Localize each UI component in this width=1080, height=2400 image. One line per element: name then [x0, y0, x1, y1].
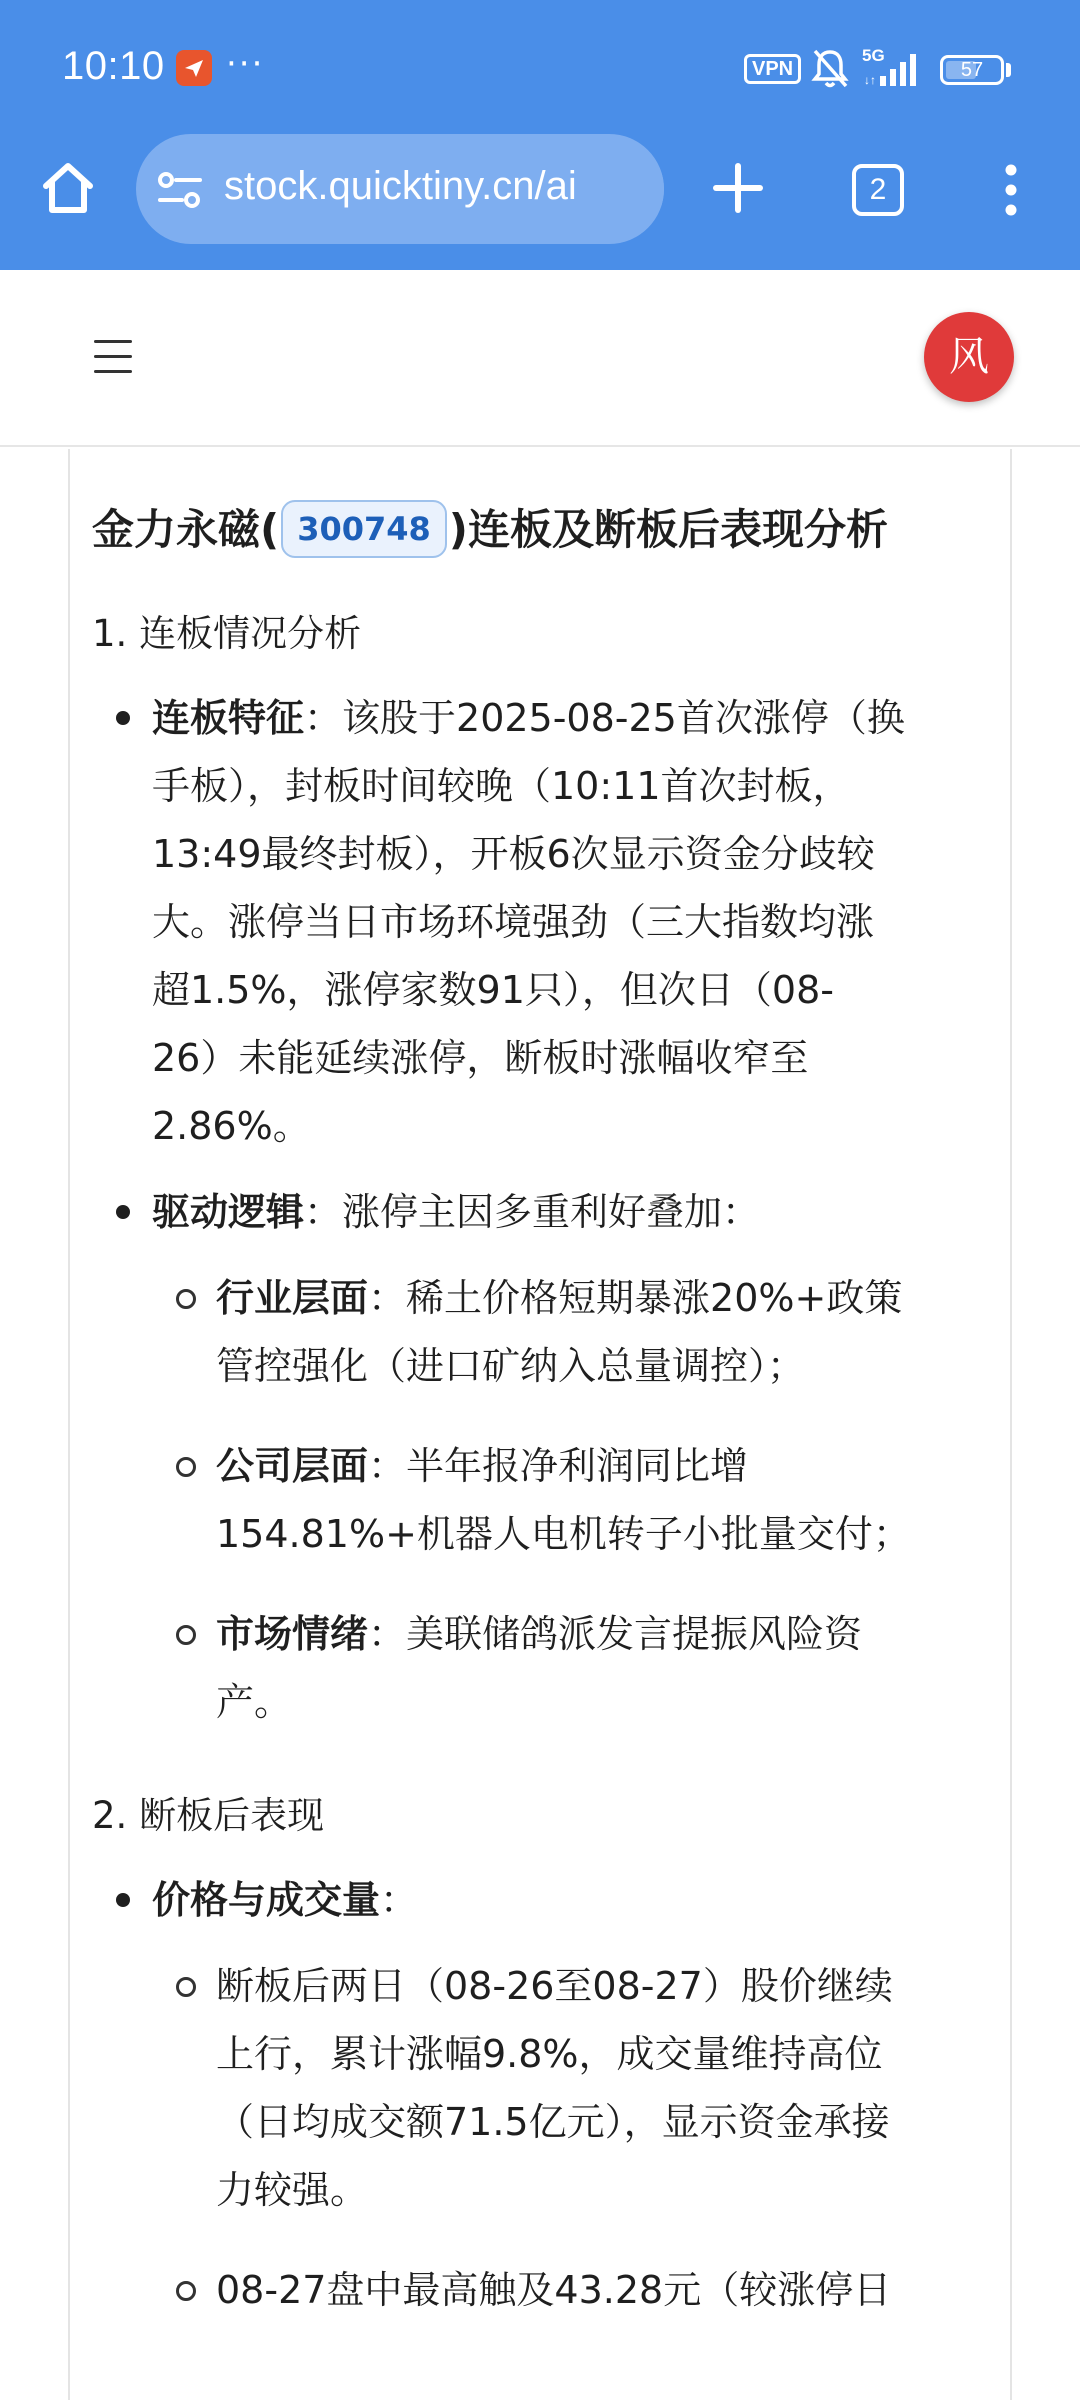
address-bar[interactable]: [136, 134, 664, 244]
signal-icon: [860, 48, 926, 88]
hamburger-menu-icon[interactable]: [94, 340, 132, 374]
item-text-line: 力较强。: [216, 2168, 369, 2212]
stock-code-chip[interactable]: 300748: [281, 500, 447, 558]
item-text-line: ：半年报净利润同比增: [368, 1444, 749, 1488]
browser-toolbar: [0, 130, 1080, 260]
url-fade: [604, 134, 664, 244]
section2-list: [92, 1866, 992, 2324]
item-text-line: ：美联储鸽派发言提振风险资: [368, 1612, 863, 1656]
section1-list: [92, 684, 992, 1736]
item-label: 公司层面: [216, 1444, 369, 1488]
item-text-line: 管控强化（进口矿纳入总量调控）；: [216, 1344, 806, 1388]
title-prefix: 金力永磁(: [92, 505, 280, 554]
item-text-line: 超1.5%，涨停家数91只），但次日（08-: [152, 968, 834, 1012]
item-label: 行业层面: [216, 1276, 369, 1320]
driver-sublist: [152, 1264, 992, 1736]
list-item-price-volume: [92, 1866, 992, 2324]
more-notifications-icon: ···: [226, 44, 265, 84]
list-item-driver: [92, 1178, 992, 1736]
item-text-line: 产。: [216, 1680, 293, 1724]
bell-muted-icon: [810, 46, 850, 90]
sublist-item-company: [152, 1432, 992, 1568]
item-text-line: ：稀土价格短期暴涨20%+政策: [368, 1276, 903, 1320]
price-volume-sublist: [152, 1952, 992, 2324]
list-item-feature: [92, 684, 992, 1160]
sublist-item-industry: [152, 1264, 992, 1400]
svg-text:↓↑: ↓↑: [864, 73, 876, 87]
site-header: [0, 270, 1080, 447]
section-heading-1: 1. 连板情况分析: [92, 612, 362, 655]
sublist-item-sentiment: [152, 1600, 992, 1736]
item-text-line: ：该股于2025-08-25首次涨停（换: [304, 696, 905, 740]
item-label: 连板特征: [152, 696, 305, 740]
home-icon[interactable]: [36, 156, 100, 220]
battery-tip: [1006, 63, 1011, 77]
item-text-line: 13:49最终封板），开板6次显示资金分歧较: [152, 832, 875, 876]
section-heading-2: 2. 断板后表现: [92, 1794, 325, 1837]
title-suffix: )连板及断板后表现分析: [448, 505, 888, 554]
item-text-line: 大。涨停当日市场环境强劲（三大指数均涨: [152, 900, 875, 944]
item-text-line: 08-27盘中最高触及43.28元（较涨停日: [216, 2268, 892, 2312]
status-bar: [0, 0, 1080, 130]
item-text-line: 26）未能延续涨停，断板时涨幅收窄至: [152, 1036, 809, 1080]
article-content: [92, 490, 992, 2356]
sublist-item-trend: [152, 1952, 992, 2224]
item-text-line: 154.81%+机器人电机转子小批量交付；: [216, 1512, 911, 1556]
item-label: 价格与成交量: [152, 1878, 381, 1922]
app-notification-icon: [176, 50, 212, 86]
vpn-icon: VPN: [744, 54, 801, 84]
item-text-line: （日均成交额71.5亿元），显示资金承接: [216, 2100, 890, 2144]
network-type-label: 5G: [862, 46, 885, 65]
site-settings-icon[interactable]: [156, 170, 204, 210]
item-text-line: 2.86%。: [152, 1104, 311, 1148]
item-text-line: 断板后两日（08-26至08-27）股价继续: [216, 1964, 893, 2008]
battery-level: 57: [960, 59, 984, 81]
more-menu-icon[interactable]: [996, 160, 1026, 220]
user-avatar[interactable]: 风: [924, 312, 1014, 402]
item-text-line: 上行，累计涨幅9.8%，成交量维持高位: [216, 2032, 883, 2076]
tab-switcher-button[interactable]: 2: [852, 164, 904, 216]
new-tab-icon[interactable]: [708, 158, 768, 218]
sublist-item-high: [152, 2256, 992, 2324]
article-title: [92, 490, 992, 570]
battery-icon: [940, 55, 1004, 85]
item-text-line: 手板），封板时间较晚（10:11首次封板，: [152, 764, 851, 808]
item-text: ：涨停主因多重利好叠加：: [304, 1190, 761, 1234]
item-label: 驱动逻辑: [152, 1190, 305, 1234]
item-label: 市场情绪: [216, 1612, 369, 1656]
url-text[interactable]: stock.quicktiny.cn/ai: [224, 164, 577, 208]
item-text: ：: [380, 1878, 419, 1922]
browser-top-bar: [0, 0, 1080, 270]
status-time: 10:10: [62, 44, 165, 88]
